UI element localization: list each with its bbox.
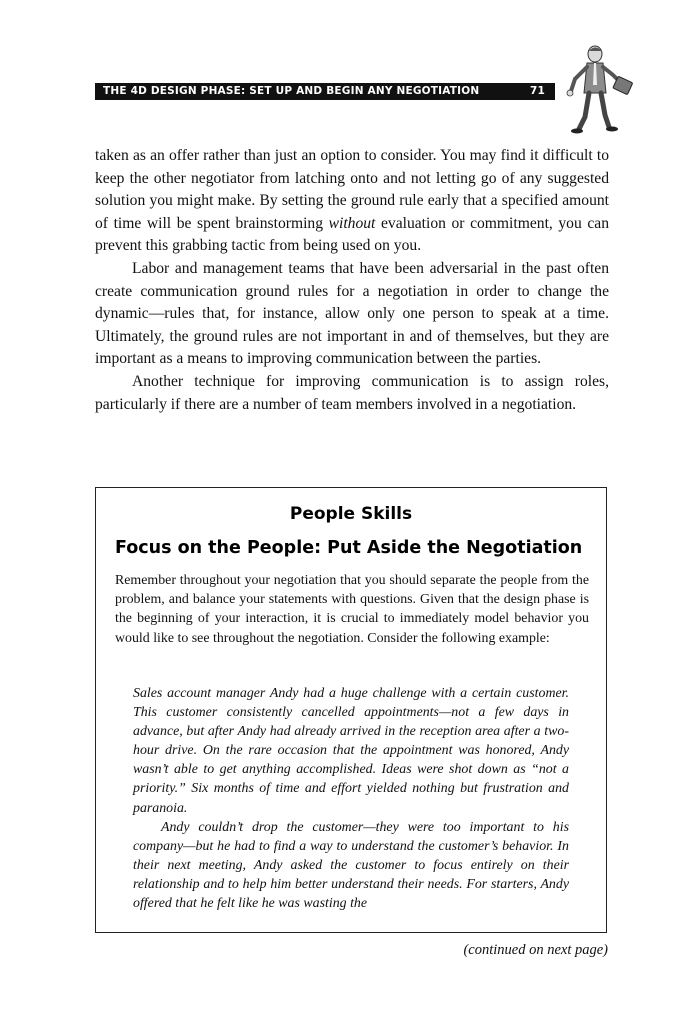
businessman-with-briefcase-icon [565, 45, 635, 135]
body-paragraph-text: taken as an offer rather than just an option to consider. You may find it difficult to keep the other negotiator from latching onto and not letting go of any suggested solution you might make. By setting the ground rule early that a specified amount of time will be spent brainstorming [95, 147, 609, 232]
emphasis-word: without [328, 214, 376, 232]
sidebar-title: Focus on the People: Put Aside the Negotiation [115, 538, 583, 558]
running-header [95, 83, 555, 100]
sidebar-kicker: People Skills [289, 504, 413, 524]
running-header-title: THE 4D DESIGN PHASE: SET UP AND BEGIN ANY NEGOTIATION [103, 85, 480, 97]
continued-note: (continued on next page) [463, 942, 608, 958]
example-paragraph: Andy couldn’t drop the customer—they were too important to his company—but he had to find a way to understand the customer’s behavior. In their next meeting, Andy asked the customer to focus entirely on their relationship and to help him better understand their needs. For starters, Andy offered that he felt like he was wasting the [133, 819, 569, 912]
example-paragraph: Sales account manager Andy had a huge challenge with a certain customer. This customer consistently cancelled appointments—not a few days in advance, but after Andy had already arrived in the reception area after a two-hour drive. On the rare occasion that the appointment was honored, Andy wasn’t able to get anything accomplished. Ideas were shot down as “not a priority.” Six months of time and effort yielded nothing but frustration and paranoia. [133, 686, 569, 816]
body-paragraph-text-tail: evaluation or commitment, you can prevent this grabbing tactic from being used on you. [95, 214, 609, 255]
people-skills-sidebar [95, 487, 607, 933]
body-paragraph: Another technique for improving communication is to assign roles, particularly if there are a number of team members involved in a negotiation. [95, 372, 609, 413]
main-body-text [95, 145, 609, 416]
sidebar-example [133, 684, 569, 913]
body-paragraph: Labor and management teams that have been adversarial in the past often create communication ground rules for a negotiation in order to change the dynamic—rules that, for instance, allow only one person to speak at a time. Ultimately, the ground rules are not important in and of themselves, but they are important as a means to improving communication between the parties. [95, 259, 609, 368]
sidebar-intro: Remember throughout your negotiation that you should separate the people from the problem, and balance your statements with questions. Given that the design phase is the beginning of your interaction, it is crucial to immediately model behavior you would like to see throughout the negotiation. Consider the following example: [115, 573, 589, 646]
body-paragraph [95, 145, 609, 258]
page-number: 71 [529, 85, 545, 97]
